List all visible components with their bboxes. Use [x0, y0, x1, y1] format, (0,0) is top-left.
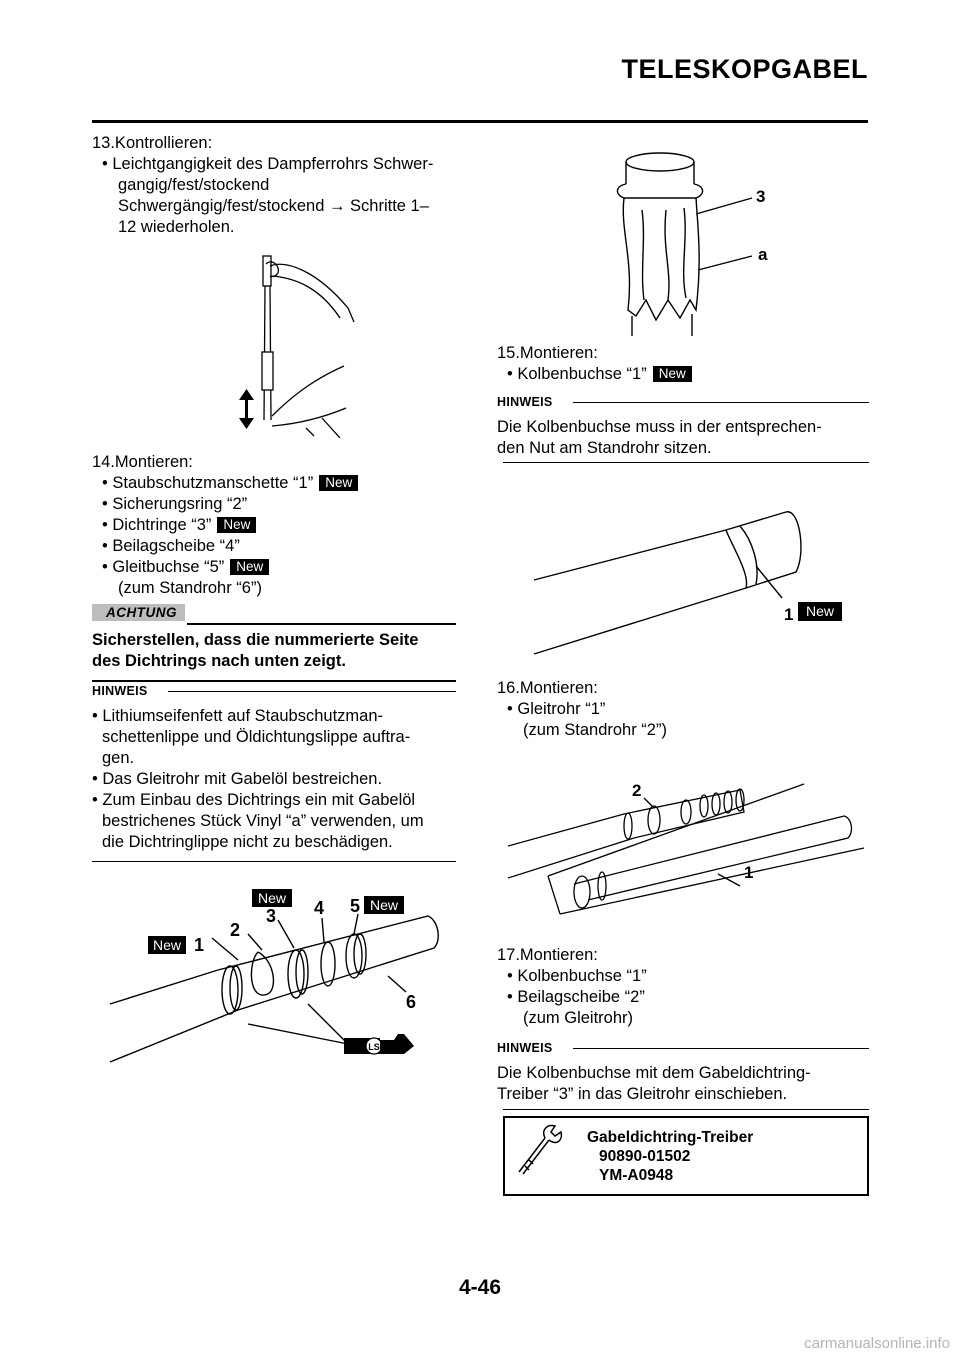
note-bottom-rule — [503, 462, 869, 463]
note-line: • Das Gleitrohr mit Gabelöl bestreichen. — [92, 770, 383, 788]
new-badge: New — [653, 366, 692, 382]
callout-3: 3 — [266, 906, 277, 926]
callout-2: 2 — [632, 781, 642, 800]
list-item: • Kolbenbuchse “1” — [507, 967, 647, 985]
note-line: den Nut am Standrohr sitzen. — [497, 439, 712, 457]
list-item: • Gleitbuchse “5” New — [92, 557, 462, 578]
step-15 — [497, 343, 869, 385]
new-badge: New — [805, 603, 835, 619]
damper-rod-figure — [236, 248, 364, 438]
page-title: TELESKOPGABEL — [621, 54, 868, 84]
caution-text: Sicherstellen, dass die nummerierte Seite — [92, 631, 419, 649]
list-item: (zum Gleitrohr) — [523, 1009, 634, 1027]
list-item: (zum Standrohr “6”) — [118, 579, 262, 597]
note-line: schettenlippe und Öldichtungslippe auftra- — [102, 728, 411, 746]
callout-3: 3 — [756, 187, 766, 206]
step-13-title: 13.Kontrollieren: — [92, 134, 213, 152]
list-item: • Kolbenbuchse “1” New — [497, 364, 869, 385]
note-line: • Zum Einbau des Dichtrings ein mit Gabelöl — [92, 791, 416, 809]
callout-1: 1 — [744, 863, 754, 882]
seal-driver-figure — [606, 150, 786, 340]
tool-name: Gabeldichtring-Treiber — [587, 1129, 754, 1146]
step-14-title: 14.Montieren: — [92, 453, 193, 471]
callout-2: 2 — [230, 920, 241, 940]
caution-badge: ACHTUNG — [92, 604, 185, 621]
note-heading: HINWEIS — [497, 393, 869, 411]
new-badge: New — [257, 890, 287, 906]
note-line: • Lithiumseifenfett auf Staubschutzman- — [92, 707, 384, 725]
list-item: (zum Standrohr “2”) — [523, 721, 667, 739]
step-13-line: 12 wiederholen. — [118, 218, 235, 236]
callout-a: a — [758, 245, 768, 264]
list-item: • Beilagscheibe “2” — [507, 988, 645, 1006]
ls-label: LS — [368, 1042, 380, 1052]
note-line: bestrichenes Stück Vinyl “a” verwenden, um — [102, 812, 424, 830]
new-badge: New — [230, 559, 269, 575]
bushing-figure — [530, 494, 850, 664]
tool-icon-cell — [505, 1118, 565, 1194]
list-item: • Dichtringe “3” New — [92, 515, 462, 536]
fork-seal-figure — [108, 884, 448, 1074]
note-line: gen. — [102, 749, 135, 767]
header-rule — [92, 120, 868, 123]
outer-tube-figure — [504, 766, 874, 926]
step-16 — [497, 678, 869, 741]
step-17 — [497, 945, 869, 1029]
note-line: Die Kolbenbuchse mit dem Gabeldichtring- — [497, 1064, 811, 1082]
callout-6: 6 — [406, 992, 417, 1012]
caution-text: des Dichtrings nach unten zeigt. — [92, 652, 346, 670]
step-17-title: 17.Montieren: — [497, 946, 598, 964]
step-15-title: 15.Montieren: — [497, 344, 598, 362]
list-item: • Staubschutzmanschette “1” New — [92, 473, 462, 494]
note-line: die Dichtringlippe nicht zu beschädigen. — [102, 833, 393, 851]
caution-block — [92, 604, 456, 682]
tool-code: YM-A0948 — [599, 1167, 674, 1184]
step-16-title: 16.Montieren: — [497, 679, 598, 697]
note-bottom-rule — [92, 861, 456, 862]
note-line: Die Kolbenbuchse muss in der entsprechen- — [497, 418, 822, 436]
note-bottom-rule — [503, 1109, 869, 1110]
caution-rule — [187, 623, 456, 625]
note-heading: HINWEIS — [497, 1039, 869, 1057]
step-14 — [92, 452, 462, 599]
new-badge: New — [217, 517, 256, 533]
step-13-line: gangig/fest/stockend — [118, 176, 270, 194]
note-block — [92, 682, 456, 853]
new-badge: New — [152, 937, 182, 953]
note-block — [497, 1039, 869, 1105]
new-badge: New — [319, 475, 358, 491]
list-item: • Beilagscheibe “4” — [102, 537, 240, 555]
note-line: Treiber “3” in das Gleitrohr einschieben. — [497, 1085, 788, 1103]
callout-1: 1 — [194, 935, 205, 955]
callout-1: 1 — [784, 605, 794, 624]
page-number: 4-46 — [458, 1276, 502, 1299]
step-13-line: Schwergängig/fest/stockend → Schritte 1– — [118, 197, 429, 215]
watermark: carmanualsonline.info — [804, 1335, 950, 1352]
note-block — [497, 393, 869, 459]
note-heading: HINWEIS — [92, 682, 456, 700]
list-item: • Sicherungsring “2” — [102, 495, 248, 513]
list-item: • Gleitrohr “1” — [507, 700, 606, 718]
wrench-tool-icon — [505, 1122, 565, 1182]
callout-5: 5 — [350, 896, 361, 916]
special-tool-box — [503, 1116, 869, 1196]
step-13-line: • Leichtgangigkeit des Dampferrohrs Schwer- — [102, 155, 434, 173]
new-badge: New — [369, 897, 399, 913]
callout-4: 4 — [314, 898, 325, 918]
tool-code: 90890-01502 — [599, 1148, 691, 1165]
step-13 — [92, 133, 462, 238]
